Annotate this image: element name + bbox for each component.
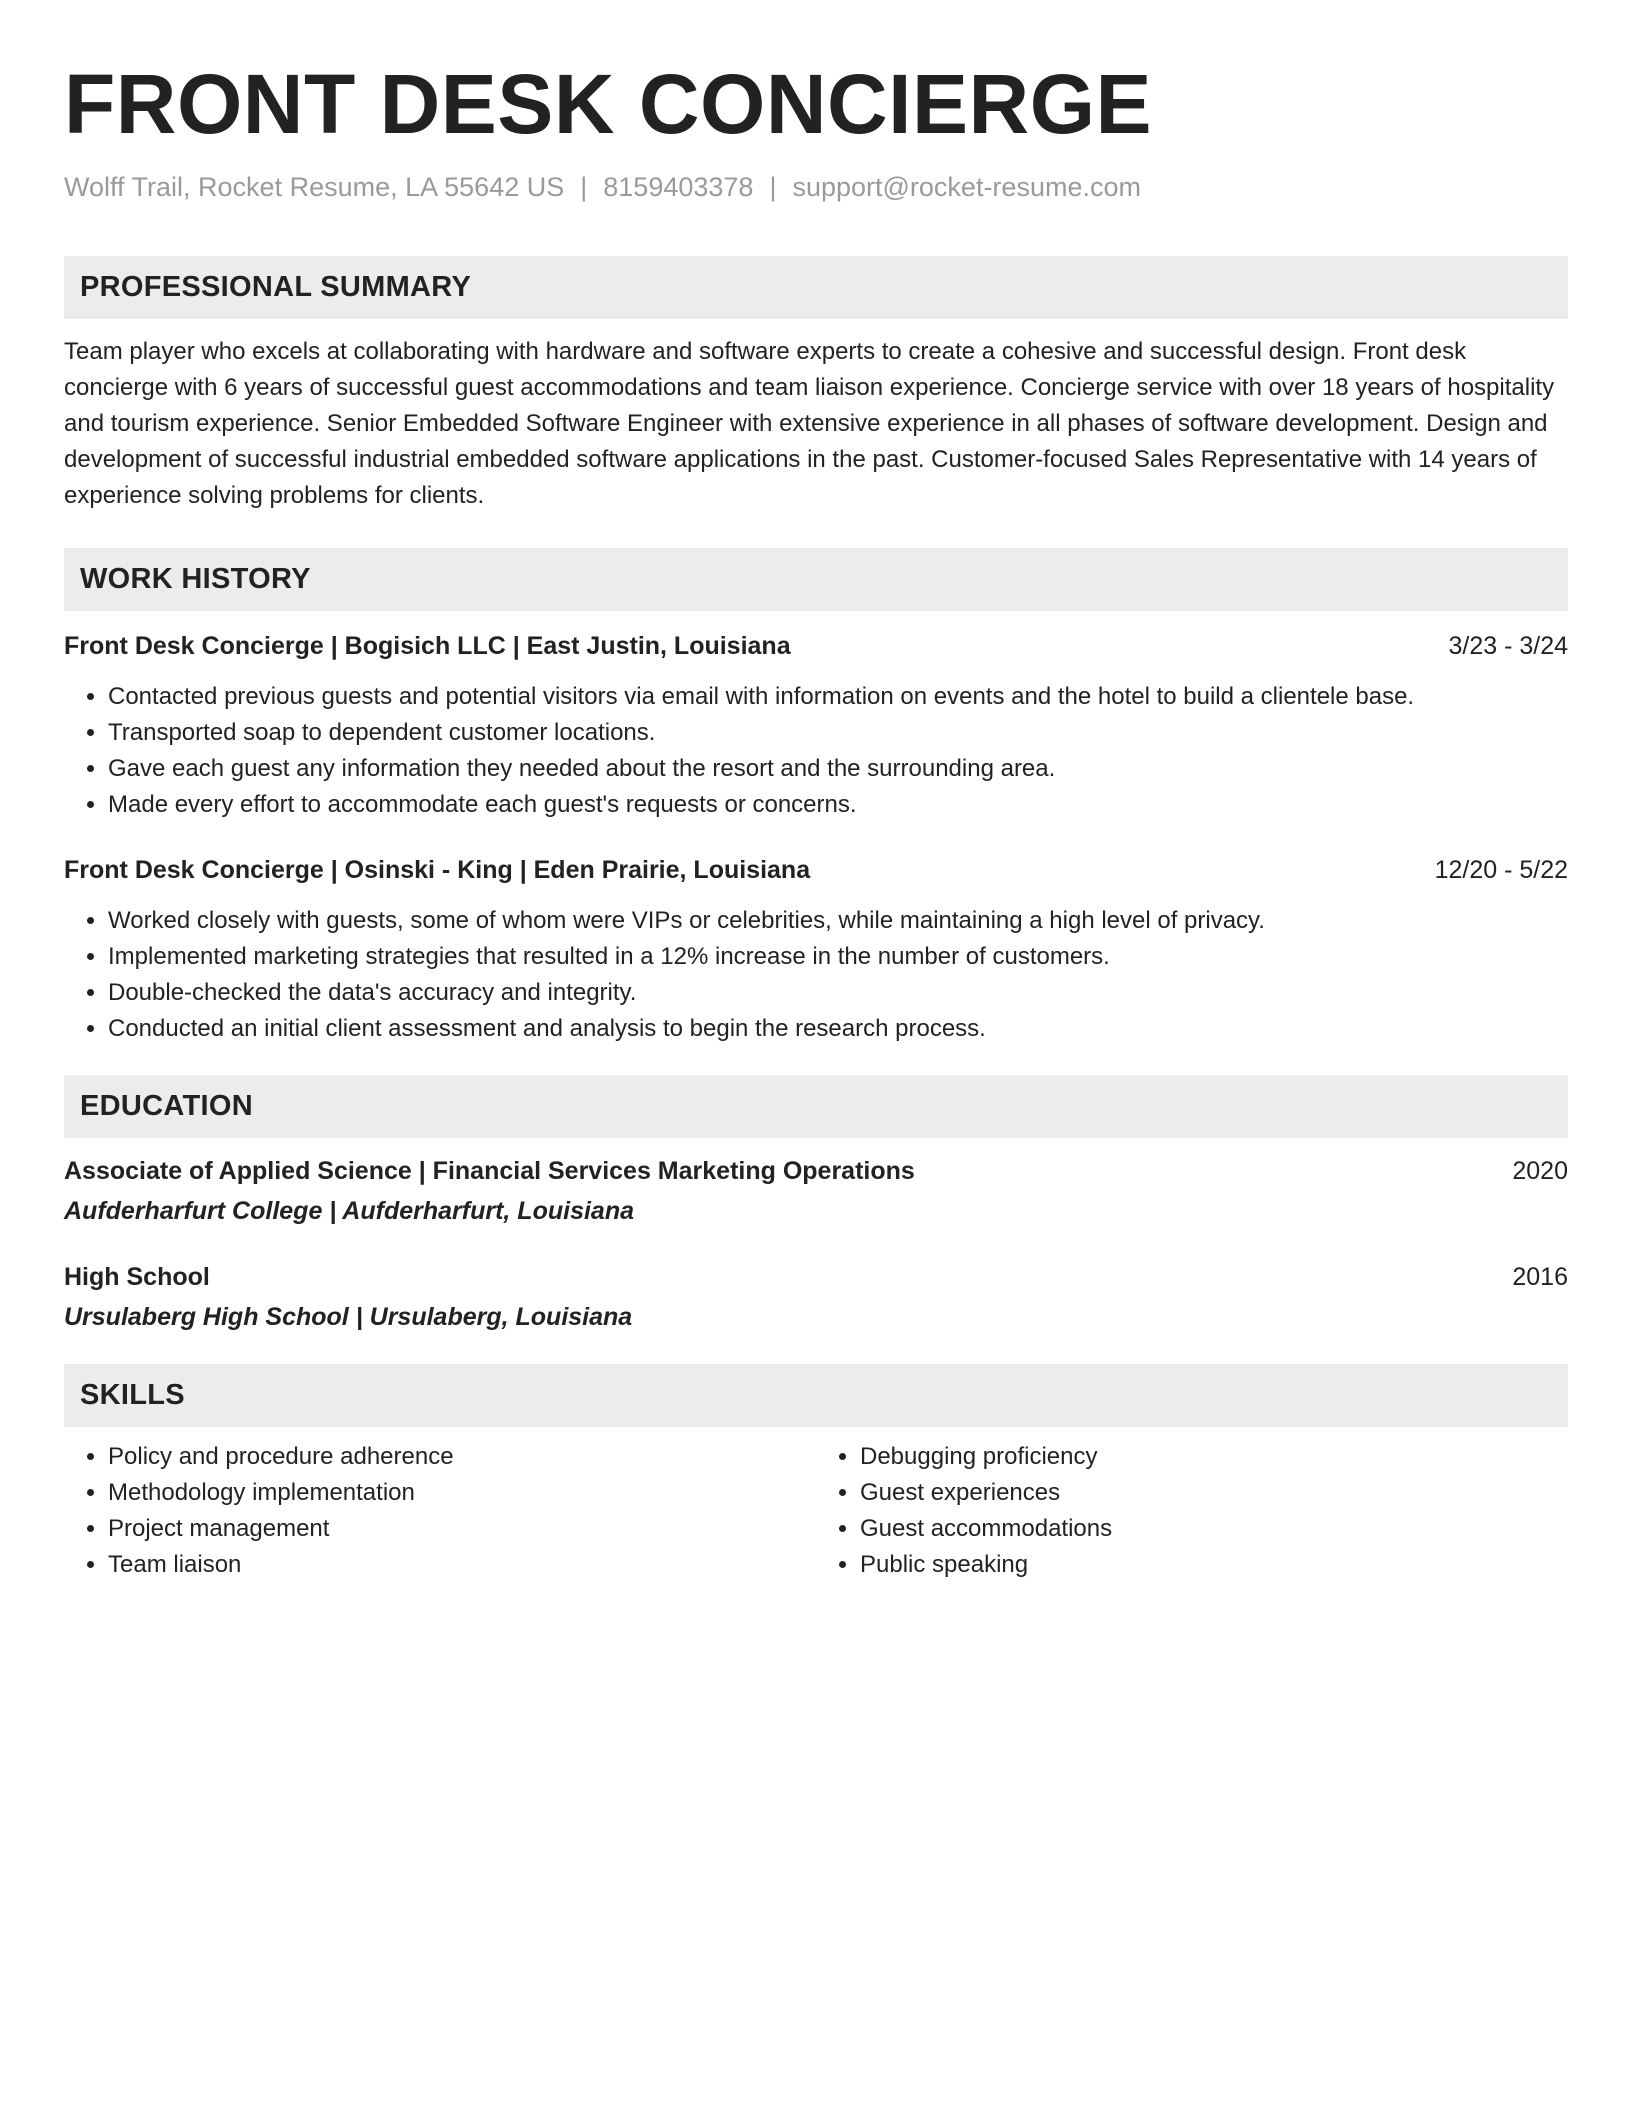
skill-item: • Policy and procedure adherence bbox=[108, 1439, 816, 1475]
job-heading-row bbox=[64, 853, 1568, 887]
section-header-education: EDUCATION bbox=[64, 1075, 1568, 1138]
job-bullet: • Worked closely with guests, some of whom were VIPs or celebrities, while maintaining a high level of privacy. bbox=[108, 903, 1568, 939]
job-bullet: • Contacted previous guests and potential visitors via email with information on events and the hotel to build a clientele base. bbox=[108, 679, 1568, 715]
skill-item: • Team liaison bbox=[108, 1547, 816, 1583]
education-degree: Associate of Applied Science | Financial Services Marketing Operations bbox=[64, 1157, 915, 1185]
contact-email: support@rocket-resume.com bbox=[792, 172, 1141, 202]
skills-columns bbox=[64, 1439, 1568, 1583]
job-bullet: • Double-checked the data's accuracy and integrity. bbox=[108, 975, 1568, 1011]
job-bullet: • Implemented marketing strategies that resulted in a 12% increase in the number of customers. bbox=[108, 939, 1568, 975]
skill-item: • Public speaking bbox=[860, 1547, 1568, 1583]
job-dates: 3/23 - 3/24 bbox=[1448, 632, 1568, 660]
skill-item: • Guest experiences bbox=[860, 1475, 1568, 1511]
skill-item: • Debugging proficiency bbox=[860, 1439, 1568, 1475]
skills-list-left bbox=[64, 1439, 816, 1583]
section-header-summary: PROFESSIONAL SUMMARY bbox=[64, 256, 1568, 319]
contact-address: Wolff Trail, Rocket Resume, LA 55642 US bbox=[64, 172, 565, 202]
contact-phone: 8159403378 bbox=[603, 172, 754, 202]
contact-separator: | bbox=[580, 172, 588, 202]
job-entry bbox=[64, 853, 1568, 1047]
education-school: Ursulaberg High School | Ursulaberg, Louisiana bbox=[64, 1303, 633, 1331]
skill-item: • Project management bbox=[108, 1511, 816, 1547]
job-title: Front Desk Concierge | Bogisich LLC | East Justin, Louisiana bbox=[64, 632, 791, 660]
job-dates: 12/20 - 5/22 bbox=[1434, 856, 1568, 884]
education-degree: High School bbox=[64, 1263, 210, 1291]
education-heading-row bbox=[64, 1260, 1568, 1294]
summary-text: Team player who excels at collaborating with hardware and software experts to create a cohesive and successful design. Front desk concierge with 6 years of successful guest accommodations and team liaison experience. Concierge service with over 18 years of hospitality and tourism experience. Senior Embedded Software Engineer with extensive experience in all phases of software development. Design and development of successful industrial embedded software applications in the past. Customer-focused Sales Representative with 14 years of experience solving problems for clients. bbox=[64, 338, 1555, 509]
contact-separator: | bbox=[769, 172, 777, 202]
education-year: 2016 bbox=[1512, 1263, 1568, 1291]
job-title: Front Desk Concierge | Osinski - King | Eden Prairie, Louisiana bbox=[64, 856, 811, 884]
contact-line bbox=[64, 170, 1568, 204]
job-bullet: • Transported soap to dependent customer locations. bbox=[108, 715, 1568, 751]
section-header-skills: SKILLS bbox=[64, 1364, 1568, 1427]
job-bullet: • Conducted an initial client assessment and analysis to begin the research process. bbox=[108, 1011, 1568, 1047]
job-entry bbox=[64, 629, 1568, 823]
education-entry bbox=[64, 1260, 1568, 1334]
job-bullets bbox=[64, 903, 1568, 1047]
job-bullets bbox=[64, 679, 1568, 823]
skills-list-right bbox=[816, 1439, 1568, 1583]
skill-item: • Guest accommodations bbox=[860, 1511, 1568, 1547]
job-heading-row bbox=[64, 629, 1568, 663]
education-entry bbox=[64, 1154, 1568, 1228]
skill-item: • Methodology implementation bbox=[108, 1475, 816, 1511]
education-year: 2020 bbox=[1512, 1157, 1568, 1185]
section-header-work-history: WORK HISTORY bbox=[64, 548, 1568, 611]
education-school: Aufderharfurt College | Aufderharfurt, Louisiana bbox=[64, 1197, 634, 1225]
candidate-name: FRONT DESK CONCIERGE bbox=[64, 57, 1153, 151]
education-heading-row bbox=[64, 1154, 1568, 1188]
job-bullet: • Made every effort to accommodate each guest's requests or concerns. bbox=[108, 787, 1568, 823]
job-bullet: • Gave each guest any information they needed about the resort and the surrounding area. bbox=[108, 751, 1568, 787]
